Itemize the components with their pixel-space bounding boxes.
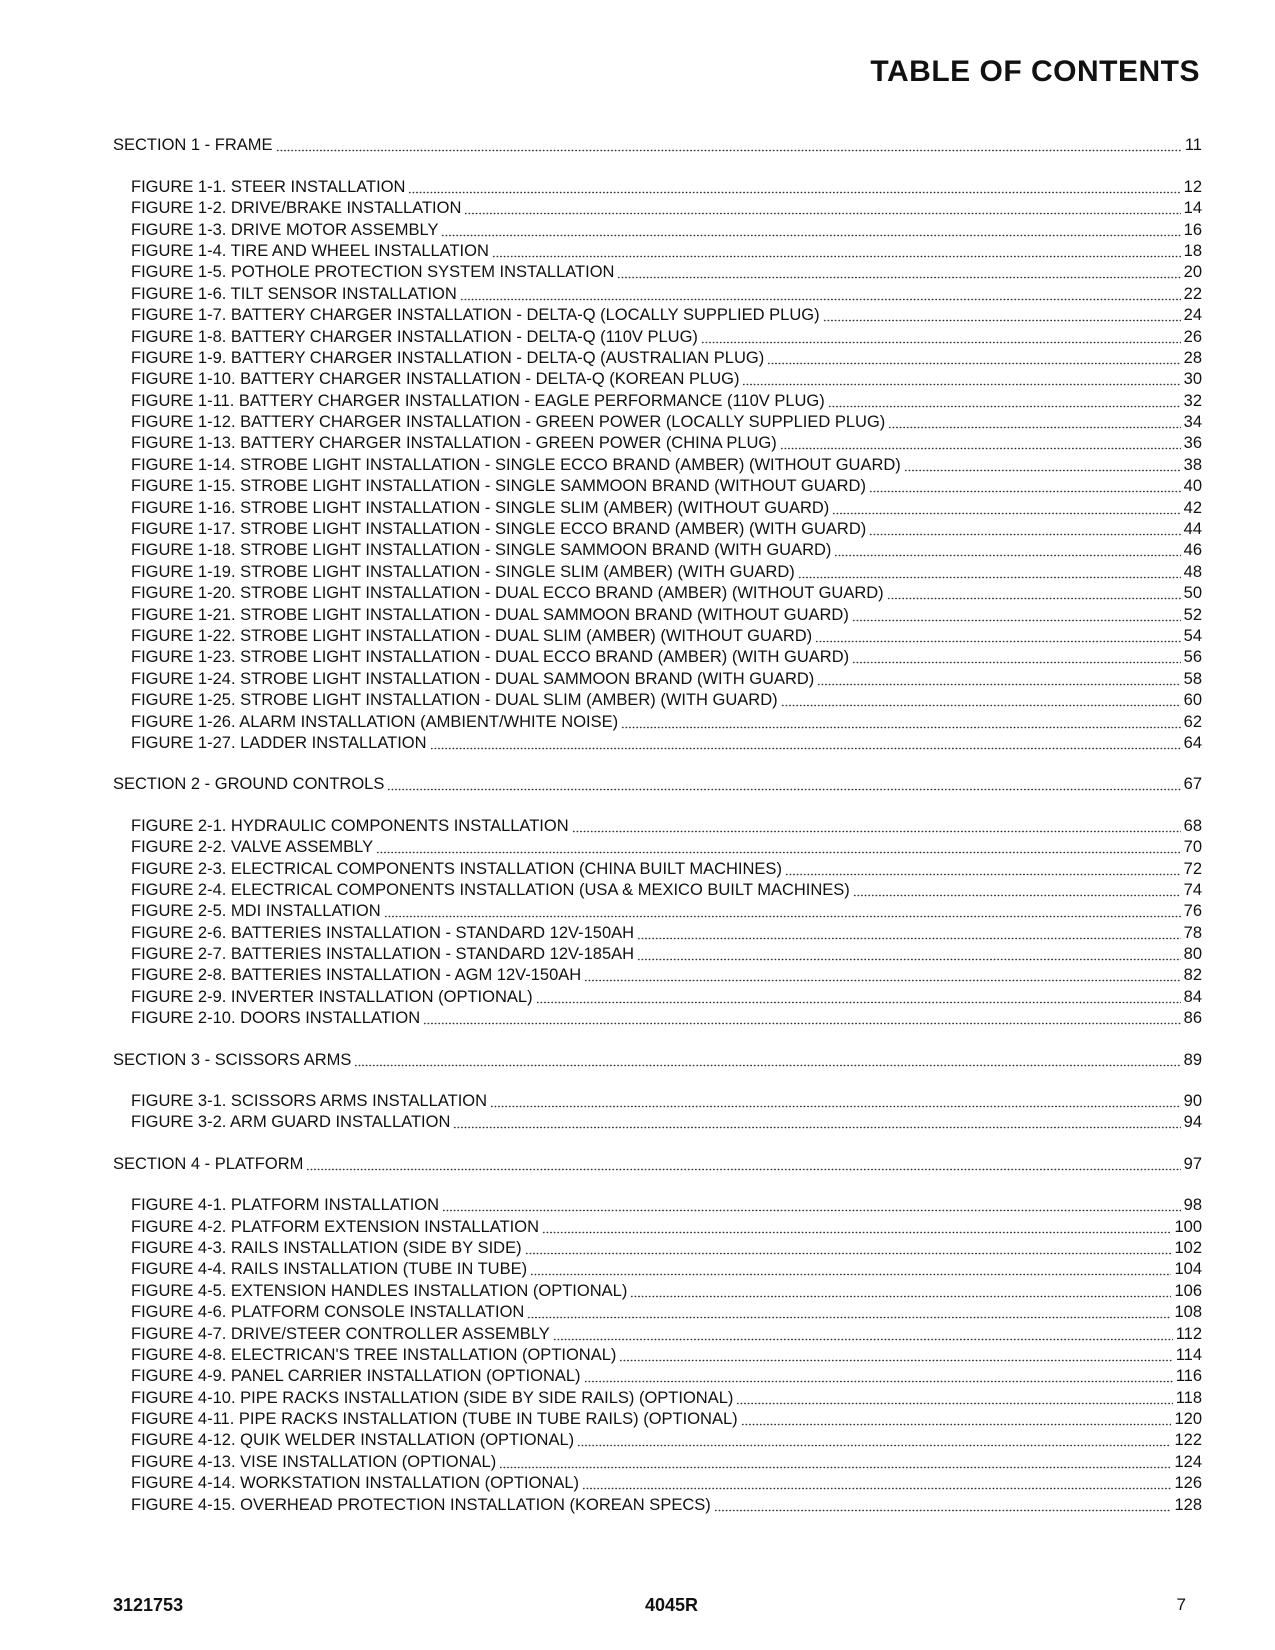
dot-leader [530,1273,1171,1276]
toc-entry-label: FIGURE 4-12. QUIK WELDER INSTALLATION (OPTIONAL) [131,1431,575,1450]
toc-entry-label: FIGURE 1-6. TILT SENSOR INSTALLATION [131,284,457,303]
toc-figure-entry[interactable] [113,626,1202,647]
dot-leader [354,1064,1180,1067]
toc-entry-page: 46 [1183,541,1202,560]
toc-entry-label: SECTION 3 - SCISSORS ARMS [113,1050,352,1069]
toc-entry-page: 26 [1183,327,1202,346]
toc-entry-label: FIGURE 1-14. STROBE LIGHT INSTALLATION - SINGLE ECCO BRAND (AMBER) (WITHOUT GUARD) [131,455,901,474]
toc-entry-page: 108 [1174,1303,1202,1322]
toc-figure-entry[interactable] [113,604,1202,625]
dot-leader [582,1487,1171,1490]
toc-entry-page: 120 [1174,1410,1202,1429]
toc-figure-entry[interactable] [113,198,1202,219]
toc-entry-label: SECTION 4 - PLATFORM [113,1154,304,1173]
toc-figure-entry[interactable] [113,540,1202,561]
toc-entry-page: 86 [1183,1009,1202,1028]
toc-entry-page: 52 [1183,605,1202,624]
toc-entry-page: 124 [1174,1452,1202,1471]
toc-figure-entry[interactable] [113,922,1202,943]
toc-figure-entry[interactable] [113,901,1202,922]
toc-entry-label: FIGURE 1-21. STROBE LIGHT INSTALLATION - DUAL SAMMOON BRAND (WITHOUT GUARD) [131,605,849,624]
toc-figure-entry[interactable] [113,690,1202,711]
toc-entry-label: FIGURE 4-1. PLATFORM INSTALLATION [131,1196,440,1215]
toc-entry-label: FIGURE 1-24. STROBE LIGHT INSTALLATION - DUAL SAMMOON BRAND (WITH GUARD) [131,669,815,688]
toc-figure-entry[interactable] [113,944,1202,965]
toc-entry-page: 78 [1183,923,1202,942]
toc-entry-label: FIGURE 2-4. ELECTRICAL COMPONENTS INSTALLATION (USA & MEXICO BUILT MACHINES) [131,880,850,899]
toc-entry-label: FIGURE 4-5. EXTENSION HANDLES INSTALLATION (OPTIONAL) [131,1281,628,1300]
toc-figure-entry[interactable] [113,647,1202,668]
dot-leader [572,830,1181,833]
toc-figure-entry[interactable] [113,1451,1202,1472]
toc-entry-label: FIGURE 2-10. DOORS INSTALLATION [131,1009,421,1028]
toc-entry-label: FIGURE 4-10. PIPE RACKS INSTALLATION (SIDE BY SIDE RAILS) (OPTIONAL) [131,1388,734,1407]
toc-entry-page: 14 [1183,199,1202,218]
toc-entry-page: 97 [1183,1154,1202,1173]
toc-figure-entry[interactable] [113,1473,1202,1494]
toc-figure-entry[interactable] [113,668,1202,689]
toc-figure-entry[interactable] [113,1366,1202,1387]
toc-entry-label: FIGURE 4-4. RAILS INSTALLATION (TUBE IN TUBE) [131,1260,528,1279]
toc-section-entry[interactable] [113,774,1202,795]
dot-leader [276,149,1182,152]
toc-figure-entry[interactable] [113,454,1202,475]
toc-figure-entry[interactable] [113,369,1202,390]
toc-figure-entry[interactable] [113,1091,1202,1112]
toc-entry-label: FIGURE 2-6. BATTERIES INSTALLATION - STANDARD 12V-150AH [131,923,635,942]
toc-entry-label: FIGURE 1-23. STROBE LIGHT INSTALLATION - DUAL ECCO BRAND (AMBER) (WITH GUARD) [131,648,850,667]
toc-figure-entry[interactable] [113,837,1202,858]
toc-entry-page: 100 [1174,1217,1202,1236]
toc-entry-page: 102 [1174,1238,1202,1257]
dot-leader [453,1126,1180,1129]
toc-entry-page: 118 [1175,1388,1202,1407]
toc-figure-entry[interactable] [113,348,1202,369]
dot-leader [621,726,1181,729]
toc-entry-page: 60 [1183,691,1202,710]
toc-section [113,1049,1202,1133]
toc-entry-page: 34 [1183,413,1202,432]
toc-entry-label: FIGURE 1-15. STROBE LIGHT INSTALLATION - SINGLE SAMMOON BRAND (WITHOUT GUARD) [131,477,866,496]
toc-figure-entry[interactable] [113,305,1202,326]
dot-leader [852,661,1181,664]
page-title: TABLE OF CONTENTS [870,55,1200,88]
dot-leader [887,597,1181,600]
toc-entry-page: 56 [1183,648,1202,667]
toc-entry-page: 54 [1183,626,1202,645]
dot-leader [701,341,1181,344]
toc-entry-page: 24 [1183,306,1202,325]
toc-figure-entry[interactable] [113,733,1202,754]
dot-leader [553,1338,1173,1341]
toc-entry-page: 38 [1183,455,1202,474]
dot-leader [714,1509,1172,1512]
toc-figure-entry[interactable] [113,1430,1202,1451]
dot-leader [460,298,1181,301]
toc-figure-entry[interactable] [113,241,1202,262]
toc-figure-entry[interactable] [113,390,1202,411]
toc-entry-label: FIGURE 2-2. VALVE ASSEMBLY [131,838,374,857]
dot-leader [832,512,1180,515]
toc-figure-entry[interactable] [113,583,1202,604]
toc-entry-label: FIGURE 1-13. BATTERY CHARGER INSTALLATION - GREEN POWER (CHINA PLUG) [131,434,777,453]
toc-entry-label: FIGURE 1-1. STEER INSTALLATION [131,177,406,196]
toc-entry-label: FIGURE 1-4. TIRE AND WHEEL INSTALLATION [131,241,489,260]
toc-entry-page: 67 [1183,775,1202,794]
toc-entry-label: FIGURE 4-14. WORKSTATION INSTALLATION (OPTIONAL) [131,1474,579,1493]
toc-entry-label: FIGURE 2-9. INVERTER INSTALLATION (OPTIONAL) [131,987,533,1006]
dot-leader [306,1168,1180,1171]
toc-figure-entry[interactable] [113,176,1202,197]
toc-figure-entry[interactable] [113,326,1202,347]
toc-entry-page: 12 [1183,177,1202,196]
toc-entry-page: 112 [1175,1324,1202,1343]
dot-leader [736,1402,1172,1405]
dot-leader [584,979,1180,982]
toc-entry-label: FIGURE 1-2. DRIVE/BRAKE INSTALLATION [131,199,462,218]
toc-figure-entry[interactable] [113,986,1202,1007]
toc-section [113,135,1202,754]
toc-entry-label: FIGURE 1-20. STROBE LIGHT INSTALLATION - DUAL ECCO BRAND (AMBER) (WITHOUT GUARD) [131,584,884,603]
dot-leader [780,447,1181,450]
toc-figure-entry[interactable] [113,476,1202,497]
toc-entry-label: FIGURE 2-5. MDI INSTALLATION [131,902,381,921]
toc-entry-page: 98 [1183,1196,1202,1215]
toc-entry-page: 82 [1183,966,1202,985]
toc-figure-entry[interactable] [113,711,1202,732]
dot-leader [536,1001,1181,1004]
dot-leader [630,1295,1171,1298]
dot-leader [852,619,1181,622]
toc-figure-entry[interactable] [113,1323,1202,1344]
toc-figure-entry[interactable] [113,433,1202,454]
dot-leader [430,747,1181,750]
table-of-contents [113,135,1202,1536]
toc-entry-label: FIGURE 2-3. ELECTRICAL COMPONENTS INSTALLATION (CHINA BUILT MACHINES) [131,859,782,878]
toc-entry-page: 90 [1183,1092,1202,1111]
dot-leader [888,426,1180,429]
toc-entry-page: 16 [1183,220,1202,239]
dot-leader [584,1380,1173,1383]
toc-entry-label: FIGURE 1-9. BATTERY CHARGER INSTALLATION - DELTA-Q (AUSTRALIAN PLUG) [131,348,765,367]
toc-figure-entry[interactable] [113,1008,1202,1029]
toc-figure-entry[interactable] [113,262,1202,283]
toc-figure-entry[interactable] [113,1345,1202,1366]
toc-entry-page: 30 [1183,370,1202,389]
toc-entry-label: FIGURE 2-1. HYDRAULIC COMPONENTS INSTALLATION [131,816,569,835]
toc-entry-label: FIGURE 1-10. BATTERY CHARGER INSTALLATION - DELTA-Q (KOREAN PLUG) [131,370,740,389]
toc-entry-page: 36 [1183,434,1202,453]
toc-figure-entry[interactable] [113,412,1202,433]
toc-figure-entry[interactable] [113,561,1202,582]
toc-entry-page: 104 [1174,1260,1202,1279]
toc-figure-entry[interactable] [113,283,1202,304]
toc-figure-entry[interactable] [113,519,1202,540]
dot-leader [817,683,1180,686]
toc-entry-page: 89 [1183,1050,1202,1069]
dot-leader [834,554,1180,557]
toc-figure-entry[interactable] [113,965,1202,986]
dot-leader [742,383,1180,386]
document-number: 3121753 [113,1595,184,1615]
toc-section-entry[interactable] [113,135,1202,156]
dot-leader [823,319,1181,322]
toc-figure-entry[interactable] [113,1195,1202,1216]
toc-entry-page: 42 [1183,498,1202,517]
toc-entry-page: 11 [1184,136,1202,155]
toc-entry-page: 20 [1183,263,1202,282]
toc-figure-entry[interactable] [113,219,1202,240]
dot-leader [492,255,1181,258]
toc-entry-page: 68 [1183,816,1202,835]
dot-leader [767,362,1180,365]
toc-entry-page: 114 [1175,1345,1202,1364]
dot-leader [637,958,1181,961]
toc-entry-page: 22 [1183,284,1202,303]
toc-entry-page: 18 [1183,241,1202,260]
dot-leader [442,1209,1181,1212]
toc-figure-entry[interactable] [113,1302,1202,1323]
toc-entry-label: FIGURE 4-13. VISE INSTALLATION (OPTIONAL) [131,1452,497,1471]
dot-leader [637,937,1181,940]
dot-leader [577,1444,1171,1447]
toc-entry-label: FIGURE 1-27. LADDER INSTALLATION [131,733,427,752]
toc-entry-label: FIGURE 1-12. BATTERY CHARGER INSTALLATION - GREEN POWER (LOCALLY SUPPLIED PLUG) [131,413,886,432]
model-name: 4045R [645,1595,699,1615]
toc-figure-entry[interactable] [113,1259,1202,1280]
toc-entry-page: 44 [1183,520,1202,539]
dot-leader [815,640,1180,643]
toc-entry-page: 76 [1183,902,1202,921]
toc-figure-entry[interactable] [113,1280,1202,1301]
toc-entry-label: SECTION 1 - FRAME [113,136,273,155]
dot-leader [785,873,1181,876]
toc-entry-page: 80 [1183,945,1202,964]
toc-entry-label: FIGURE 1-22. STROBE LIGHT INSTALLATION - DUAL SLIM (AMBER) (WITHOUT GUARD) [131,626,813,645]
toc-entry-label: FIGURE 1-8. BATTERY CHARGER INSTALLATION - DELTA-Q (110V PLUG) [131,327,698,346]
dot-leader [617,276,1180,279]
toc-figure-entry[interactable] [113,1238,1202,1259]
toc-figure-entry[interactable] [113,1409,1202,1430]
toc-entry-label: FIGURE 1-3. DRIVE MOTOR ASSEMBLY [131,220,439,239]
toc-entry-label: FIGURE 1-7. BATTERY CHARGER INSTALLATION - DELTA-Q (LOCALLY SUPPLIED PLUG) [131,306,820,325]
toc-figure-entry[interactable] [113,1494,1202,1515]
toc-entry-label: FIGURE 1-25. STROBE LIGHT INSTALLATION - DUAL SLIM (AMBER) (WITH GUARD) [131,691,778,710]
toc-entry-page: 32 [1183,391,1202,410]
toc-entry-page: 128 [1174,1495,1202,1514]
toc-figure-entry[interactable] [113,858,1202,879]
toc-entry-label: FIGURE 1-11. BATTERY CHARGER INSTALLATION - EAGLE PERFORMANCE (110V PLUG) [131,391,825,410]
dot-leader [464,212,1180,215]
toc-entry-page: 28 [1183,348,1202,367]
toc-section-entry[interactable] [113,1049,1202,1070]
toc-figure-entry[interactable] [113,815,1202,836]
dot-leader [853,894,1181,897]
toc-figure-entry[interactable] [113,1112,1202,1133]
toc-entry-page: 74 [1183,880,1202,899]
dot-leader [423,1022,1181,1025]
toc-entry-label: FIGURE 4-6. PLATFORM CONSOLE INSTALLATION [131,1303,525,1322]
dot-leader [542,1231,1171,1234]
toc-entry-label: FIGURE 1-5. POTHOLE PROTECTION SYSTEM INSTALLATION [131,263,615,282]
dot-leader [490,1105,1181,1108]
dot-leader [828,405,1181,408]
toc-entry-page: 116 [1175,1367,1202,1386]
toc-entry-page: 84 [1183,987,1202,1006]
toc-entry-page: 70 [1183,838,1202,857]
toc-section-entry[interactable] [113,1153,1202,1174]
dot-leader [798,576,1181,579]
toc-entry-label: FIGURE 1-18. STROBE LIGHT INSTALLATION - SINGLE SAMMOON BRAND (WITH GUARD) [131,541,832,560]
toc-entry-label: FIGURE 2-8. BATTERIES INSTALLATION - AGM 12V-150AH [131,966,582,985]
toc-entry-label: FIGURE 1-17. STROBE LIGHT INSTALLATION - SINGLE ECCO BRAND (AMBER) (WITH GUARD) [131,520,867,539]
toc-entry-page: 50 [1183,584,1202,603]
toc-figure-entry[interactable] [113,880,1202,901]
toc-entry-page: 106 [1174,1281,1202,1300]
toc-entry-page: 94 [1183,1113,1202,1132]
toc-entry-page: 72 [1183,859,1202,878]
dot-leader [376,851,1181,854]
toc-entry-label: FIGURE 1-26. ALARM INSTALLATION (AMBIENT/WHITE NOISE) [131,712,619,731]
toc-entry-label: FIGURE 4-9. PANEL CARRIER INSTALLATION (OPTIONAL) [131,1367,581,1386]
toc-entry-label: FIGURE 3-2. ARM GUARD INSTALLATION [131,1113,451,1132]
toc-entry-page: 48 [1183,562,1202,581]
dot-leader [384,915,1181,918]
dot-leader [387,788,1180,791]
toc-entry-page: 58 [1183,669,1202,688]
toc-entry-label: FIGURE 4-15. OVERHEAD PROTECTION INSTALLATION (KOREAN SPECS) [131,1495,711,1514]
toc-entry-label: FIGURE 4-7. DRIVE/STEER CONTROLLER ASSEMBLY [131,1324,550,1343]
dot-leader [869,490,1181,493]
dot-leader [904,469,1181,472]
dot-leader [499,1466,1171,1469]
toc-figure-entry[interactable] [113,1216,1202,1237]
toc-entry-page: 126 [1174,1474,1202,1493]
dot-leader [741,1423,1172,1426]
toc-entry-page: 40 [1183,477,1202,496]
dot-leader [527,1316,1171,1319]
toc-section [113,1153,1202,1515]
toc-entry-label: FIGURE 4-11. PIPE RACKS INSTALLATION (TUBE IN TUBE RAILS) (OPTIONAL) [131,1410,738,1429]
dot-leader [869,533,1180,536]
toc-entry-label: SECTION 2 - GROUND CONTROLS [113,775,385,794]
page-number: 7 [1176,1595,1186,1614]
toc-entry-page: 62 [1183,712,1202,731]
toc-entry-label: FIGURE 2-7. BATTERIES INSTALLATION - STANDARD 12V-185AH [131,945,635,964]
toc-entry-label: FIGURE 4-3. RAILS INSTALLATION (SIDE BY SIDE) [131,1238,522,1257]
toc-entry-label: FIGURE 1-19. STROBE LIGHT INSTALLATION - SINGLE SLIM (AMBER) (WITH GUARD) [131,562,795,581]
toc-figure-entry[interactable] [113,497,1202,518]
toc-figure-entry[interactable] [113,1387,1202,1408]
toc-entry-label: FIGURE 4-8. ELECTRICAN'S TREE INSTALLATION (OPTIONAL) [131,1345,617,1364]
toc-entry-label: FIGURE 3-1. SCISSORS ARMS INSTALLATION [131,1092,488,1111]
toc-entry-page: 122 [1174,1431,1202,1450]
dot-leader [408,191,1180,194]
dot-leader [619,1359,1172,1362]
toc-section [113,774,1202,1029]
toc-entry-label: FIGURE 4-2. PLATFORM EXTENSION INSTALLATION [131,1217,539,1236]
toc-entry-page: 64 [1183,733,1202,752]
dot-leader [525,1252,1172,1255]
dot-leader [781,704,1181,707]
dot-leader [441,234,1180,237]
toc-entry-label: FIGURE 1-16. STROBE LIGHT INSTALLATION - SINGLE SLIM (AMBER) (WITHOUT GUARD) [131,498,830,517]
